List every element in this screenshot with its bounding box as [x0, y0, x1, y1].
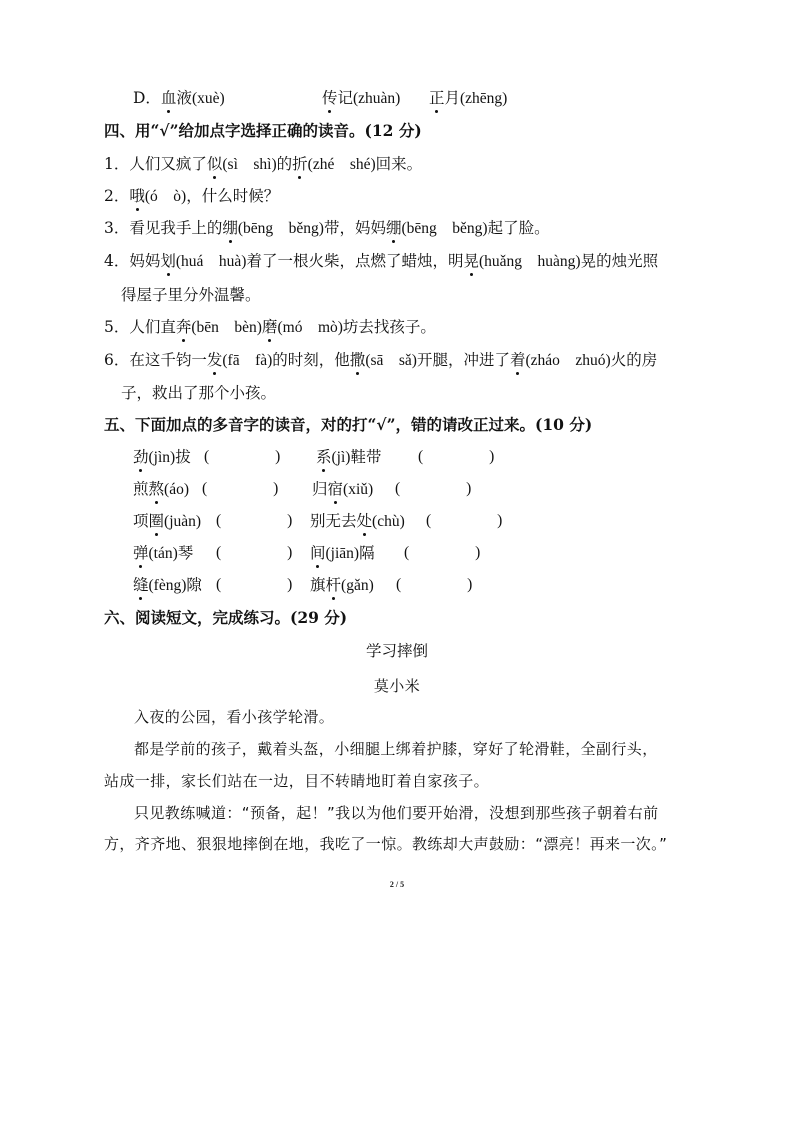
dotted-char: 撒 — [349, 351, 366, 369]
dotted-char: 划 — [160, 252, 176, 270]
word-row: 旗杆(gǎn) — [310, 576, 374, 594]
section-6-heading: 六、阅读短文，完成练习。(29 分) — [104, 608, 348, 627]
word-row: 归宿(xiǔ) — [312, 480, 374, 498]
essay-paragraph-2: 都是学前的孩子，戴着头盔，小细腿上绑着护膝，穿好了轮滑鞋，全副行头， — [134, 740, 658, 758]
answer-blank[interactable]: ( ) — [418, 448, 495, 465]
answer-blank[interactable]: ( ) — [202, 480, 279, 497]
dotted-char: 绷 — [222, 219, 238, 237]
answer-blank[interactable]: ( ) — [216, 512, 293, 529]
dotted-char: 正 — [429, 89, 445, 107]
word-row: 项圈(juàn) — [133, 512, 202, 530]
dotted-char: 磨 — [261, 318, 278, 336]
word-row: 弹(tán)琴 — [133, 544, 194, 562]
option-d-line — [133, 87, 225, 110]
question-4-6-cont: 子，救出了那个小孩。 — [121, 384, 277, 402]
dotted-char: 传 — [322, 89, 338, 107]
page-number: 2 / 5 — [389, 880, 405, 889]
question-4-1: 1．人们又疯了似(sì shì)的折(zhé shé)回来。 — [104, 155, 423, 173]
answer-blank[interactable]: ( ) — [204, 448, 281, 465]
question-4-3: 3．看见我手上的绷(bēng běng)带，妈妈绷(bēng běng)起了脸。 — [104, 219, 550, 237]
answer-blank[interactable]: ( ) — [404, 544, 481, 561]
dotted-char: 发 — [206, 351, 223, 369]
essay-paragraph-1: 入夜的公园，看小孩学轮滑。 — [134, 708, 335, 726]
dotted-char: 折 — [292, 155, 308, 173]
word-row: 劲(jìn)拔 — [133, 448, 191, 466]
question-4-5: 5．人们直奔(bēn bèn)磨(mó mò)坊去找孩子。 — [104, 318, 436, 336]
dotted-char: 哦 — [129, 187, 145, 205]
question-4-4: 4．妈妈划(huá huà)着了一根火柴，点燃了蜡烛，明晃(huǎng huàng)晃的烛光照 — [104, 252, 659, 270]
answer-blank[interactable]: ( ) — [216, 576, 293, 593]
answer-blank[interactable]: ( ) — [426, 512, 503, 529]
dotted-char: 似 — [206, 155, 223, 173]
word-row: 系(jì)鞋带 — [316, 448, 382, 466]
essay-paragraph-3-cont: 方，齐齐地、狠狠地摔倒在地，我吃了一惊。教练却大声鼓励：“漂亮！再来一次。” — [104, 835, 668, 853]
question-4-4-cont: 得屋子里分外温馨。 — [121, 286, 261, 304]
dotted-char: 血 — [160, 89, 177, 107]
word-row: 煎熬(áo) — [133, 480, 189, 498]
essay-title: 学习摔倒 — [365, 642, 428, 660]
dotted-char: 晃 — [463, 252, 479, 270]
option-d-word2 — [322, 87, 400, 110]
question-4-6: 6．在这千钧一发(fā fà)的时刻，他撒(sā sǎ)开腿，冲进了着(zháo zhuó)火的房 — [104, 351, 658, 369]
word-row: 缝(fèng)隙 — [133, 576, 202, 594]
word-row: 别无去处(chù) — [310, 512, 405, 530]
answer-blank[interactable]: ( ) — [396, 576, 473, 593]
answer-blank[interactable]: ( ) — [216, 544, 293, 561]
dotted-char: 绷 — [385, 219, 402, 237]
essay-author: 莫小米 — [373, 677, 421, 695]
word-row: 间(jiān)隔 — [310, 544, 375, 562]
section-5-heading: 五、下面加点的多音字的读音，对的打“√”，错的请改正过来。(10 分) — [104, 415, 593, 434]
option-label: D． — [133, 89, 161, 107]
option-d-word3 — [429, 87, 507, 110]
dotted-char: 着 — [509, 351, 526, 369]
essay-paragraph-3: 只见教练喊道：“预备，起！”我以为他们要开始滑，没想到那些孩子朝着右前 — [134, 804, 659, 822]
answer-blank[interactable]: ( ) — [395, 480, 472, 497]
dotted-char: 奔 — [175, 318, 192, 336]
section-4-heading: 四、用“√”给加点字选择正确的读音。(12 分) — [104, 121, 422, 140]
question-4-2: 2．哦(ó ò)，什么时候？ — [104, 187, 280, 205]
essay-paragraph-2-cont: 站成一排，家长们站在一边，目不转睛地盯着自家孩子。 — [104, 772, 490, 790]
word-rest: 液(xuè) — [176, 90, 225, 107]
word-rest: 记(zhuàn) — [337, 90, 401, 107]
word-rest: 月(zhēng) — [444, 90, 508, 107]
